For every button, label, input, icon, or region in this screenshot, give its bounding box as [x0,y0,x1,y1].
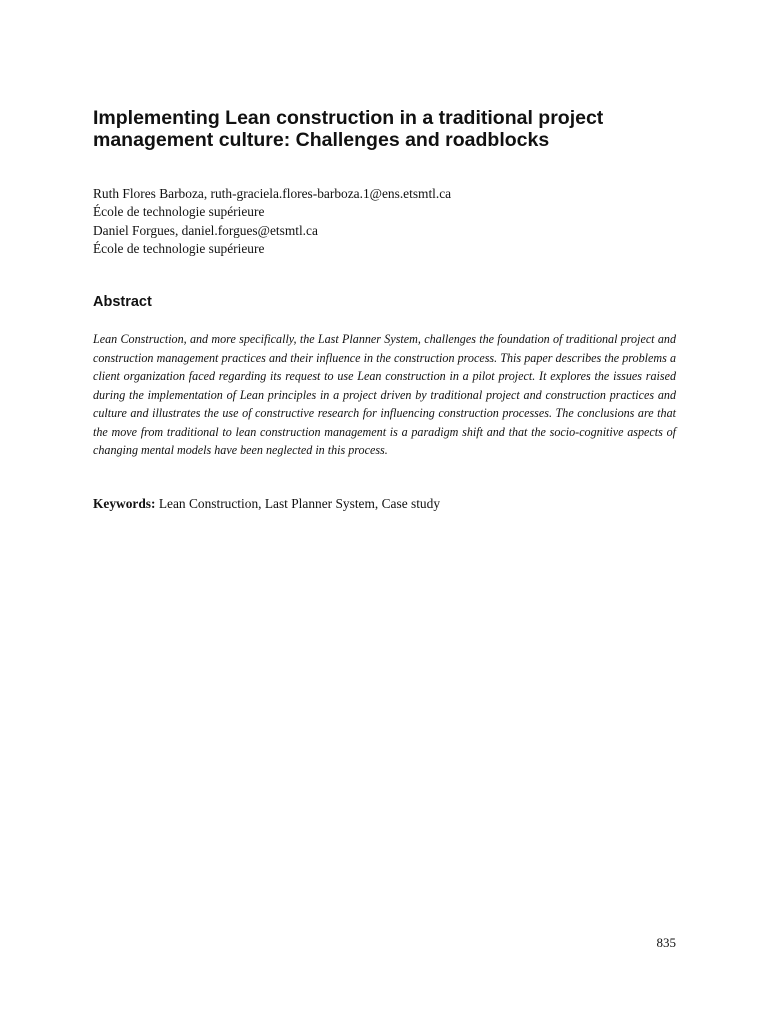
paper-title: Implementing Lean construction in a traditional project management culture: Challenges and roadblocks [93,107,604,151]
affiliation-line: École de technologie supérieure [93,241,265,257]
keywords-value: Lean Construction, Last Planner System, Case study [158,496,441,511]
keywords-line [93,495,676,513]
keywords-label: Keywords: [93,496,156,511]
author-line: Ruth Flores Barboza, ruth-graciela.flores-barboza.1@ens.etsmtl.ca [93,186,452,201]
affiliation-line: École de technologie supérieure [93,204,265,220]
abstract-text: Lean Construction, and more specifically, the Last Planner System, challenges the foundation of traditional project and construction management practices and their influence in the construction process. This paper describes the problems a client organization faced regarding its request to use Lean construction in a pilot project. It explores the issues raised during the implementation of Lean principles in a project driven by traditional project and construction practices and culture and illustrates the use of constructive research for influencing construction processes. The conclusions are that the move from traditional to lean construction management is a paradigm shift and that the socio-cognitive aspects of changing mental models have been neglected in this process. [93,332,676,457]
author-block [93,185,683,259]
page-number: 835 [656,935,676,950]
author-line: Daniel Forgues, daniel.forgues@etsmtl.ca [93,222,318,238]
abstract-heading: Abstract [93,294,152,310]
